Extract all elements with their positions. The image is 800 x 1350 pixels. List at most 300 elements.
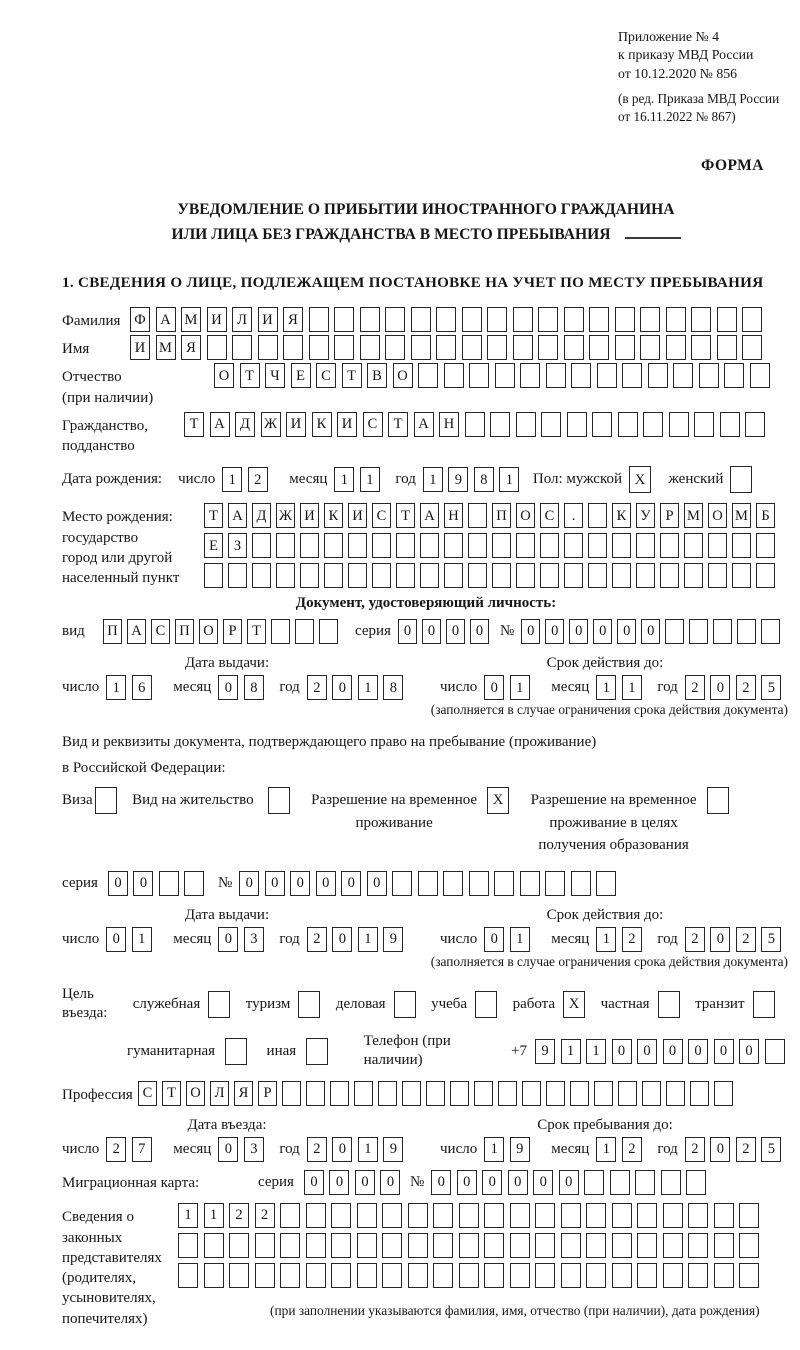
char-cell[interactable] [420,533,439,558]
char-cell[interactable]: 5 [761,927,781,952]
char-cell[interactable]: 9 [448,467,468,492]
char-cell[interactable]: Ф [130,307,150,332]
char-cell[interactable] [360,335,380,360]
char-cell[interactable]: 2 [622,1137,642,1162]
option-residence-permit-checkbox[interactable] [268,787,296,814]
char-cell[interactable] [516,533,535,558]
char-cell[interactable] [610,1170,630,1195]
char-cell[interactable]: А [127,619,146,644]
char-cell[interactable]: М [684,503,703,528]
char-cell[interactable] [348,533,367,558]
char-cell[interactable]: 9 [383,927,403,952]
char-cell[interactable] [538,335,558,360]
option-visa-checkbox[interactable] [95,787,123,814]
char-cell[interactable]: С [372,503,391,528]
char-cell[interactable] [636,563,655,588]
char-cell[interactable] [516,563,535,588]
char-cell[interactable]: 0 [332,927,352,952]
char-cell[interactable] [571,363,591,388]
char-cell[interactable] [694,412,714,437]
char-cell[interactable]: Ж [276,503,295,528]
doc-series-cells[interactable] [398,619,494,644]
char-cell[interactable] [730,466,752,493]
char-cell[interactable]: И [348,503,367,528]
char-cell[interactable] [635,1170,655,1195]
char-cell[interactable] [713,619,732,644]
option-temp-residence-checkbox[interactable] [487,787,515,814]
char-cell[interactable] [487,335,507,360]
char-cell[interactable]: 0 [398,619,417,644]
char-cell[interactable] [513,335,533,360]
char-cell[interactable] [691,307,711,332]
char-cell[interactable] [300,533,319,558]
char-cell[interactable] [688,1263,708,1288]
char-cell[interactable] [255,1233,275,1258]
char-cell[interactable]: 2 [736,675,756,700]
char-cell[interactable]: Е [204,533,223,558]
char-cell[interactable] [691,335,711,360]
char-cell[interactable] [642,1081,661,1106]
char-cell[interactable] [756,533,775,558]
char-cell[interactable] [684,563,703,588]
purpose-business-checkbox[interactable] [208,991,236,1018]
char-cell[interactable] [252,563,271,588]
char-cell[interactable] [459,1203,479,1228]
char-cell[interactable] [538,307,558,332]
char-cell[interactable] [699,363,719,388]
char-cell[interactable]: Р [223,619,242,644]
char-cell[interactable] [306,1038,328,1065]
char-cell[interactable]: 0 [367,871,387,896]
char-cell[interactable] [462,335,482,360]
char-cell[interactable] [717,307,737,332]
char-cell[interactable]: 2 [685,1137,705,1162]
char-cell[interactable]: 8 [383,675,403,700]
char-cell[interactable]: Т [240,363,260,388]
char-cell[interactable]: Т [204,503,223,528]
entry-month-cells[interactable] [218,1137,269,1162]
char-cell[interactable]: 1 [358,927,378,952]
char-cell[interactable] [513,307,533,332]
char-cell[interactable] [510,1203,530,1228]
char-cell[interactable]: 1 [222,467,242,492]
char-cell[interactable]: С [316,363,336,388]
char-cell[interactable] [636,533,655,558]
char-cell[interactable]: 0 [316,871,336,896]
char-cell[interactable] [588,533,607,558]
char-cell[interactable]: Я [234,1081,253,1106]
char-cell[interactable] [276,563,295,588]
char-cell[interactable] [436,307,456,332]
char-cell[interactable] [643,412,663,437]
char-cell[interactable]: 0 [617,619,636,644]
char-cell[interactable] [666,307,686,332]
sex-male-checkbox[interactable] [629,466,657,493]
char-cell[interactable] [382,1263,402,1288]
char-cell[interactable] [204,1263,224,1288]
char-cell[interactable] [324,533,343,558]
char-cell[interactable]: 0 [710,927,730,952]
residence-number-cells[interactable] [239,871,622,896]
purpose-tourism-checkbox[interactable] [298,991,326,1018]
char-cell[interactable] [280,1203,300,1228]
given-name-cells[interactable] [130,335,768,360]
char-cell[interactable] [596,871,616,896]
char-cell[interactable] [306,1233,326,1258]
doc-issue-day-cells[interactable] [106,675,157,700]
char-cell[interactable]: 0 [710,675,730,700]
char-cell[interactable]: С [151,619,170,644]
char-cell[interactable] [268,787,290,814]
char-cell[interactable] [739,1233,759,1258]
char-cell[interactable]: 0 [533,1170,553,1195]
char-cell[interactable] [469,363,489,388]
char-cell[interactable] [280,1263,300,1288]
char-cell[interactable] [737,619,756,644]
char-cell[interactable]: 1 [360,467,380,492]
char-cell[interactable] [618,1081,637,1106]
char-cell[interactable] [648,363,668,388]
char-cell[interactable]: К [324,503,343,528]
char-cell[interactable] [306,1203,326,1228]
char-cell[interactable] [484,1233,504,1258]
char-cell[interactable]: 6 [132,675,152,700]
char-cell[interactable]: 0 [470,619,489,644]
char-cell[interactable]: 8 [244,675,264,700]
char-cell[interactable]: Т [342,363,362,388]
char-cell[interactable] [298,991,320,1018]
char-cell[interactable] [271,619,290,644]
char-cell[interactable]: 0 [422,619,441,644]
char-cell[interactable] [492,533,511,558]
migration-number-cells[interactable] [431,1170,712,1195]
char-cell[interactable] [661,1170,681,1195]
char-cell[interactable] [484,1263,504,1288]
char-cell[interactable] [663,1233,683,1258]
char-cell[interactable] [612,1203,632,1228]
char-cell[interactable]: Т [162,1081,181,1106]
char-cell[interactable] [564,307,584,332]
char-cell[interactable]: М [181,307,201,332]
char-cell[interactable] [498,1081,517,1106]
char-cell[interactable]: С [363,412,383,437]
char-cell[interactable] [663,1203,683,1228]
char-cell[interactable]: 0 [380,1170,400,1195]
char-cell[interactable] [306,1081,325,1106]
char-cell[interactable] [204,1233,224,1258]
char-cell[interactable] [673,363,693,388]
char-cell[interactable] [475,991,497,1018]
representatives-row3-cells[interactable] [178,1263,765,1288]
char-cell[interactable] [444,533,463,558]
char-cell[interactable] [331,1263,351,1288]
char-cell[interactable]: 2 [106,1137,126,1162]
char-cell[interactable]: Т [184,412,204,437]
char-cell[interactable] [612,533,631,558]
purpose-transit-checkbox[interactable] [753,991,781,1018]
residence-series-cells[interactable] [108,871,210,896]
char-cell[interactable] [394,991,416,1018]
char-cell[interactable] [357,1263,377,1288]
char-cell[interactable] [372,533,391,558]
sex-female-checkbox[interactable] [730,466,758,493]
purpose-commercial-checkbox[interactable] [394,991,422,1018]
char-cell[interactable] [717,335,737,360]
char-cell[interactable] [462,307,482,332]
char-cell[interactable]: Ч [265,363,285,388]
char-cell[interactable] [535,1263,555,1288]
char-cell[interactable] [468,563,487,588]
char-cell[interactable] [660,533,679,558]
char-cell[interactable] [229,1233,249,1258]
char-cell[interactable] [688,1203,708,1228]
char-cell[interactable]: С [540,503,559,528]
char-cell[interactable]: 0 [341,871,361,896]
char-cell[interactable] [372,563,391,588]
char-cell[interactable] [612,1233,632,1258]
char-cell[interactable]: 0 [739,1039,759,1064]
char-cell[interactable] [665,619,684,644]
option-temp-residence-education-checkbox[interactable] [707,787,735,814]
birth-place-row1-cells[interactable] [204,503,780,528]
char-cell[interactable] [402,1081,421,1106]
char-cell[interactable]: 0 [290,871,310,896]
char-cell[interactable] [385,307,405,332]
residence-valid-month-cells[interactable] [596,927,647,952]
char-cell[interactable] [229,1263,249,1288]
char-cell[interactable]: 0 [332,1137,352,1162]
char-cell[interactable] [418,363,438,388]
char-cell[interactable] [309,307,329,332]
char-cell[interactable]: А [228,503,247,528]
char-cell[interactable]: 0 [218,927,238,952]
char-cell[interactable] [408,1263,428,1288]
char-cell[interactable] [184,871,204,896]
char-cell[interactable]: 0 [355,1170,375,1195]
char-cell[interactable]: 1 [561,1039,581,1064]
char-cell[interactable] [334,335,354,360]
char-cell[interactable] [280,1233,300,1258]
char-cell[interactable]: 0 [304,1170,324,1195]
char-cell[interactable]: X [487,787,509,814]
char-cell[interactable] [433,1203,453,1228]
char-cell[interactable]: Д [252,503,271,528]
char-cell[interactable] [732,533,751,558]
char-cell[interactable] [382,1203,402,1228]
doc-issue-month-cells[interactable] [218,675,269,700]
char-cell[interactable]: 2 [229,1203,249,1228]
char-cell[interactable]: Р [258,1081,277,1106]
char-cell[interactable]: 0 [431,1170,451,1195]
char-cell[interactable] [637,1263,657,1288]
char-cell[interactable]: 1 [586,1039,606,1064]
purpose-humanitarian-checkbox[interactable] [225,1038,253,1065]
char-cell[interactable] [584,1170,604,1195]
char-cell[interactable]: 1 [358,1137,378,1162]
char-cell[interactable] [418,871,438,896]
birth-place-row2-cells[interactable] [204,533,780,558]
char-cell[interactable] [357,1203,377,1228]
char-cell[interactable]: 0 [133,871,153,896]
char-cell[interactable]: 1 [596,927,616,952]
char-cell[interactable] [745,412,765,437]
char-cell[interactable]: 1 [178,1203,198,1228]
char-cell[interactable]: 1 [132,927,152,952]
char-cell[interactable] [444,563,463,588]
migration-series-cells[interactable] [304,1170,406,1195]
char-cell[interactable] [334,307,354,332]
char-cell[interactable] [459,1263,479,1288]
char-cell[interactable]: 0 [446,619,465,644]
char-cell[interactable] [540,563,559,588]
char-cell[interactable] [232,335,252,360]
char-cell[interactable] [306,1263,326,1288]
char-cell[interactable]: А [420,503,439,528]
char-cell[interactable]: Б [756,503,775,528]
char-cell[interactable] [426,1081,445,1106]
char-cell[interactable]: 2 [307,675,327,700]
char-cell[interactable]: 0 [641,619,660,644]
char-cell[interactable] [658,991,680,1018]
char-cell[interactable]: А [156,307,176,332]
char-cell[interactable]: 1 [510,927,530,952]
purpose-study-checkbox[interactable] [475,991,503,1018]
profession-cells[interactable] [138,1081,738,1106]
char-cell[interactable]: И [286,412,306,437]
char-cell[interactable]: 2 [307,927,327,952]
char-cell[interactable] [588,563,607,588]
char-cell[interactable] [360,307,380,332]
char-cell[interactable]: Р [660,503,679,528]
char-cell[interactable]: Е [291,363,311,388]
char-cell[interactable]: 0 [484,675,504,700]
char-cell[interactable] [714,1263,734,1288]
char-cell[interactable] [468,533,487,558]
char-cell[interactable] [640,335,660,360]
char-cell[interactable]: 0 [106,927,126,952]
char-cell[interactable] [707,787,729,814]
char-cell[interactable]: К [312,412,332,437]
char-cell[interactable] [450,1081,469,1106]
char-cell[interactable] [465,412,485,437]
representatives-row2-cells[interactable] [178,1233,765,1258]
char-cell[interactable]: О [214,363,234,388]
citizenship-cells[interactable] [184,412,771,437]
representatives-row1-cells[interactable] [178,1203,765,1228]
char-cell[interactable] [660,563,679,588]
char-cell[interactable] [739,1263,759,1288]
char-cell[interactable]: 0 [484,927,504,952]
char-cell[interactable] [411,335,431,360]
char-cell[interactable]: 0 [329,1170,349,1195]
char-cell[interactable] [178,1263,198,1288]
doc-number-cells[interactable] [521,619,785,644]
char-cell[interactable]: О [708,503,727,528]
char-cell[interactable] [258,335,278,360]
char-cell[interactable] [714,1081,733,1106]
char-cell[interactable] [516,412,536,437]
birth-month-cells[interactable] [334,467,385,492]
char-cell[interactable] [742,307,762,332]
char-cell[interactable] [469,871,489,896]
char-cell[interactable]: О [186,1081,205,1106]
char-cell[interactable]: Т [247,619,266,644]
char-cell[interactable]: Т [396,503,415,528]
doc-valid-month-cells[interactable] [596,675,647,700]
char-cell[interactable]: 0 [710,1137,730,1162]
char-cell[interactable] [295,619,314,644]
char-cell[interactable]: 1 [106,675,126,700]
entry-year-cells[interactable] [307,1137,409,1162]
char-cell[interactable]: 1 [596,1137,616,1162]
char-cell[interactable] [535,1233,555,1258]
char-cell[interactable]: 0 [457,1170,477,1195]
char-cell[interactable] [319,619,338,644]
char-cell[interactable] [385,335,405,360]
char-cell[interactable]: 9 [510,1137,530,1162]
char-cell[interactable]: 2 [736,1137,756,1162]
char-cell[interactable]: 0 [521,619,540,644]
char-cell[interactable] [535,1203,555,1228]
char-cell[interactable]: Н [439,412,459,437]
char-cell[interactable] [522,1081,541,1106]
birth-year-cells[interactable] [423,467,525,492]
char-cell[interactable] [545,871,565,896]
char-cell[interactable] [487,307,507,332]
char-cell[interactable] [541,412,561,437]
char-cell[interactable]: 0 [218,675,238,700]
char-cell[interactable]: И [207,307,227,332]
char-cell[interactable]: Ж [261,412,281,437]
char-cell[interactable] [282,1081,301,1106]
char-cell[interactable] [588,503,607,528]
char-cell[interactable] [159,871,179,896]
char-cell[interactable] [459,1233,479,1258]
char-cell[interactable] [720,412,740,437]
char-cell[interactable] [561,1233,581,1258]
char-cell[interactable]: 2 [685,927,705,952]
residence-issue-month-cells[interactable] [218,927,269,952]
entry-day-cells[interactable] [106,1137,157,1162]
char-cell[interactable] [564,335,584,360]
char-cell[interactable]: 9 [535,1039,555,1064]
char-cell[interactable] [756,563,775,588]
char-cell[interactable]: X [563,991,585,1018]
char-cell[interactable] [586,1233,606,1258]
char-cell[interactable] [669,412,689,437]
char-cell[interactable] [490,412,510,437]
char-cell[interactable] [615,307,635,332]
char-cell[interactable] [540,533,559,558]
char-cell[interactable] [561,1263,581,1288]
stay-day-cells[interactable] [484,1137,535,1162]
char-cell[interactable] [618,412,638,437]
char-cell[interactable]: 1 [499,467,519,492]
char-cell[interactable]: 0 [239,871,259,896]
char-cell[interactable]: У [636,503,655,528]
char-cell[interactable]: В [367,363,387,388]
char-cell[interactable]: 1 [358,675,378,700]
char-cell[interactable] [571,871,591,896]
char-cell[interactable]: 0 [637,1039,657,1064]
char-cell[interactable]: 2 [736,927,756,952]
doc-issue-year-cells[interactable] [307,675,409,700]
char-cell[interactable]: К [612,503,631,528]
char-cell[interactable] [567,412,587,437]
char-cell[interactable]: 0 [663,1039,683,1064]
char-cell[interactable]: 5 [761,1137,781,1162]
char-cell[interactable] [348,563,367,588]
